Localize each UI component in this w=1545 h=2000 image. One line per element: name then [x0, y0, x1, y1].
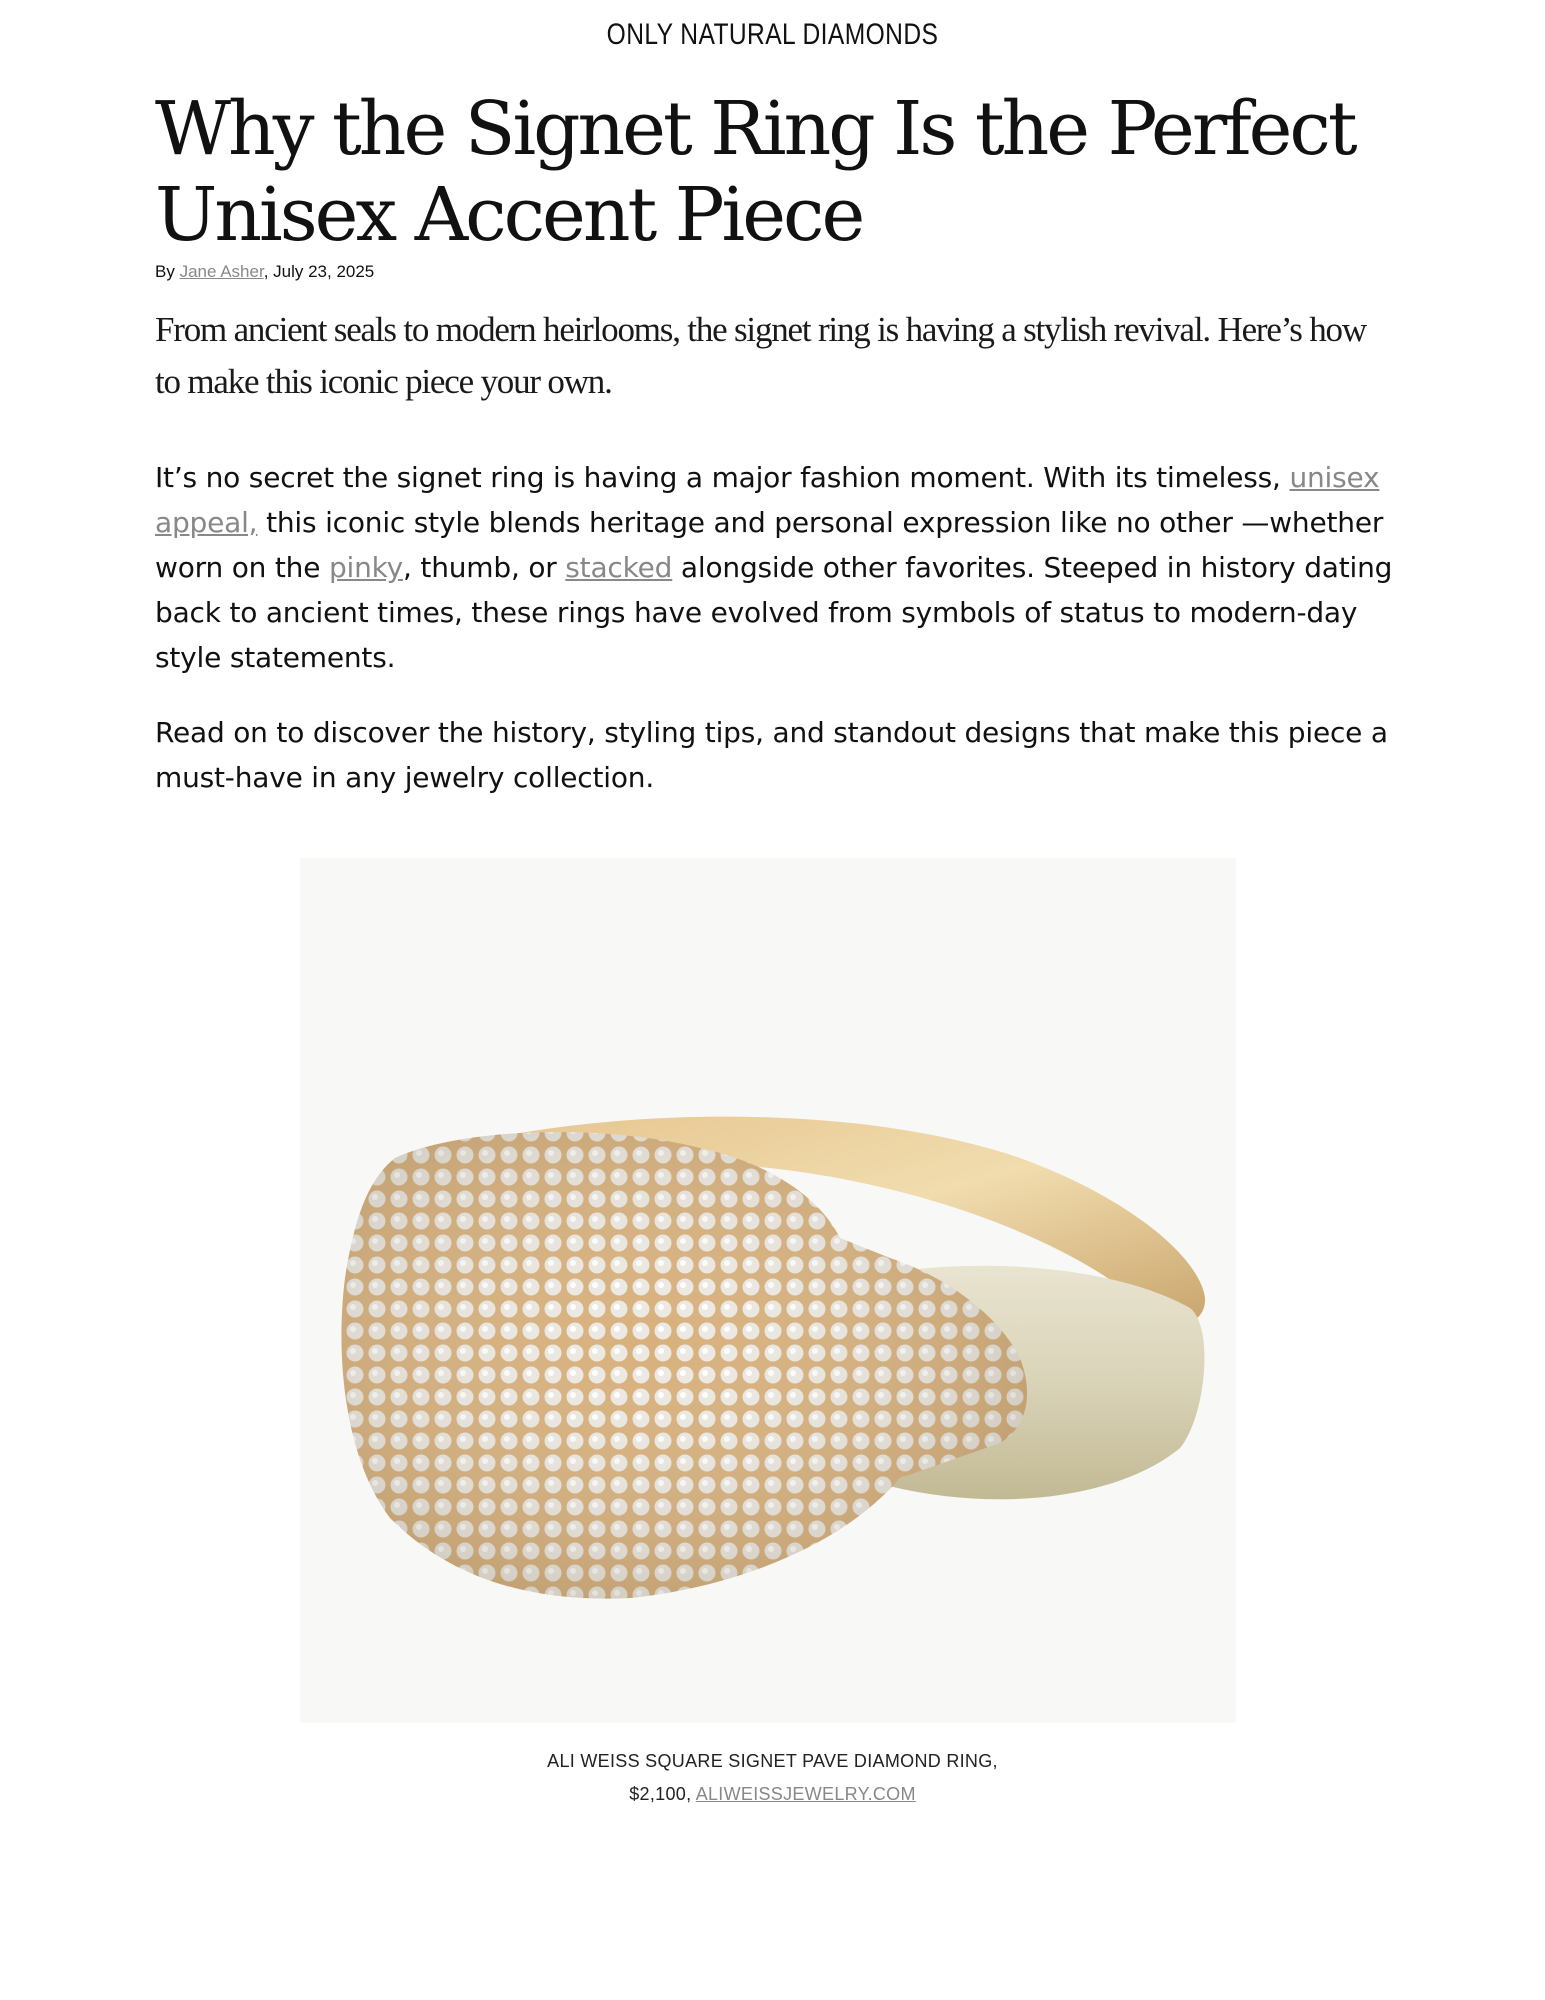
byline: [155, 262, 1395, 282]
article-dek: From ancient seals to modern heirlooms, the signet ring is having a stylish revival. Here’s how to make this iconic piece your own.: [155, 310, 1366, 401]
publish-date: , July 23, 2025: [263, 262, 375, 281]
author-link[interactable]: Jane Asher: [179, 262, 264, 281]
caption-line-1: ALI WEISS SQUARE SIGNET PAVE DIAMOND RING,: [547, 1751, 998, 1771]
unisex-appeal-link[interactable]: unisex appeal,: [155, 461, 1380, 539]
paragraph-text: It’s no secret the signet ring is having a major fashion moment. With its timeless,: [155, 461, 1290, 494]
paragraph-text: , thumb, or: [403, 551, 566, 584]
pinky-link[interactable]: pinky: [328, 551, 404, 584]
body-paragraph-1: [155, 455, 1395, 680]
byline-prefix: By: [155, 262, 180, 281]
ring-product-image: [300, 858, 1236, 1723]
pave-diamond-signet-ring-icon: [300, 858, 1236, 1723]
site-logo[interactable]: ONLY NATURAL DIAMONDS: [606, 18, 939, 51]
retailer-link[interactable]: ALIWEISSJEWELRY.COM: [695, 1784, 916, 1804]
stacked-link[interactable]: stacked: [565, 551, 673, 584]
paragraph-text: this iconic style blends heritage and personal expression like no other —whether worn on the: [155, 506, 1384, 584]
caption-price: $2,100,: [629, 1784, 696, 1804]
article-title: Why the Signet Ring Is the Perfect Unisex Accent Piece: [155, 86, 1355, 258]
image-caption: [0, 1745, 1545, 1811]
body-paragraph-2: Read on to discover the history, styling tips, and standout designs that make this piece a must-have in any jewelry collection.: [155, 716, 1388, 794]
caption-line-2: [0, 1778, 1545, 1811]
paragraph-text: alongside other favorites. Steeped in history dating back to ancient times, these rings have evolved from symbols of status to modern-day style statements.: [155, 551, 1393, 674]
